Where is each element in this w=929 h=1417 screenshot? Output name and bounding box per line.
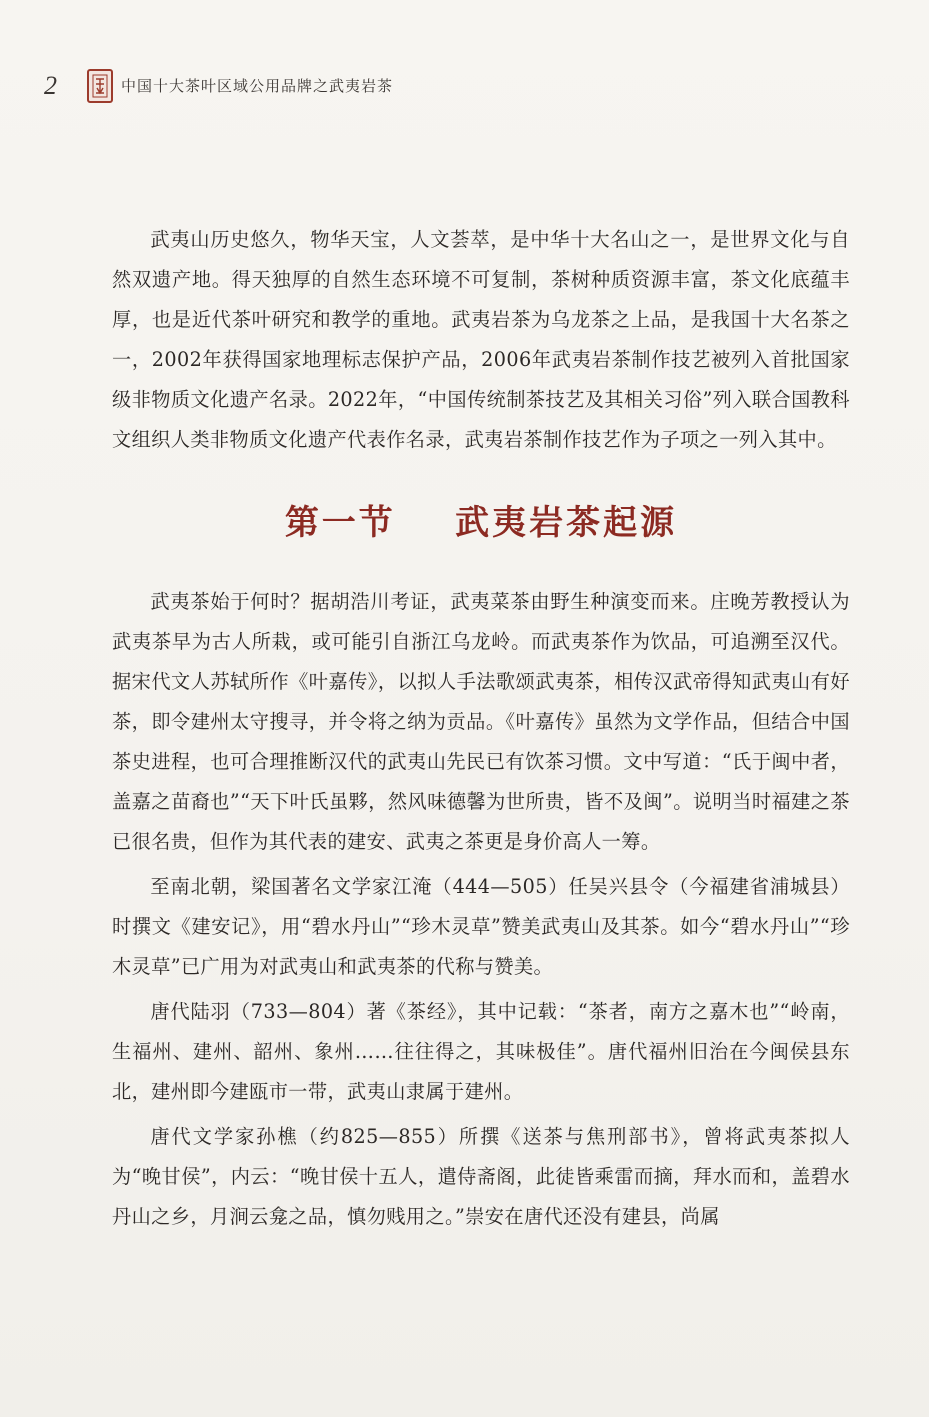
section-body [112,582,850,1237]
body-paragraph: 唐代文学家孙樵（约825—855）所撰《送茶与焦刑部书》，曾将武夷茶拟人为“晚甘侯”，内云：“晚甘侯十五人，遣侍斋阁，此徒皆乘雷而摘，拜水而和，盖碧水丹山之乡，月涧云龛之品，慎勿贱用之。”崇安在唐代还没有建县，尚属 [112,1125,850,1228]
section-title: 第一节 武夷岩茶起源 [284,503,678,543]
seal-logo-icon [87,69,113,103]
running-header-title: 中国十大茶叶区域公用品牌之武夷岩茶 [121,76,394,95]
body-paragraph: 武夷茶始于何时？据胡浩川考证，武夷菜茶由野生种演变而来。庄晚芳教授认为武夷茶早为古人所栽，或可能引自浙江乌龙岭。而武夷茶作为饮品，可追溯至汉代。据宋代文人苏轼所作《叶嘉传》，以拟人手法歌颂武夷茶，相传汉武帝得知武夷山有好茶，即令建州太守搜寻，并令将之纳为贡品。《叶嘉传》虽然为文学作品，但结合中国茶史进程，也可合理推断汉代的武夷山先民已有饮茶习惯。文中写道：“氏于闽中者，盖嘉之苗裔也”“天下叶氏虽夥，然风味德馨为世所贵，皆不及闽”。说明当时福建之茶已很名贵，但作为其代表的建安、武夷之茶更是身价高人一筹。 [112,590,850,853]
running-header [44,66,393,106]
page-content [112,220,850,1242]
page-number: 2 [44,71,57,100]
body-paragraph: 至南北朝，梁国著名文学家江淹（444—505）任吴兴县令（今福建省浦城县）时撰文《建安记》，用“碧水丹山”“珍木灵草”赞美武夷山及其茶。如今“碧水丹山”“珍木灵草”已广用为对武夷山和武夷茶的代称与赞美。 [112,875,850,978]
body-paragraph: 唐代陆羽（733—804）著《茶经》，其中记载：“茶者，南方之嘉木也”“岭南，生福州、建州、韶州、象州……往往得之，其味极佳”。唐代福州旧治在今闽侯县东北，建州即今建瓯市一带，武夷山隶属于建州。 [112,1000,850,1103]
seal-glyph-icon [91,73,109,99]
intro-paragraph: 武夷山历史悠久，物华天宝，人文荟萃，是中华十大名山之一，是世界文化与自然双遗产地。得天独厚的自然生态环境不可复制，茶树种质资源丰富，茶文化底蕴丰厚，也是近代茶叶研究和教学的重地。武夷岩茶为乌龙茶之上品，是我国十大名茶之一，2002年获得国家地理标志保护产品，2006年武夷岩茶制作技艺被列入首批国家级非物质文化遗产名录。2022年，“中国传统制茶技艺及其相关习俗”列入联合国教科文组织人类非物质文化遗产代表作名录，武夷岩茶制作技艺作为子项之一列入其中。 [112,228,850,451]
intro-block [112,220,850,460]
